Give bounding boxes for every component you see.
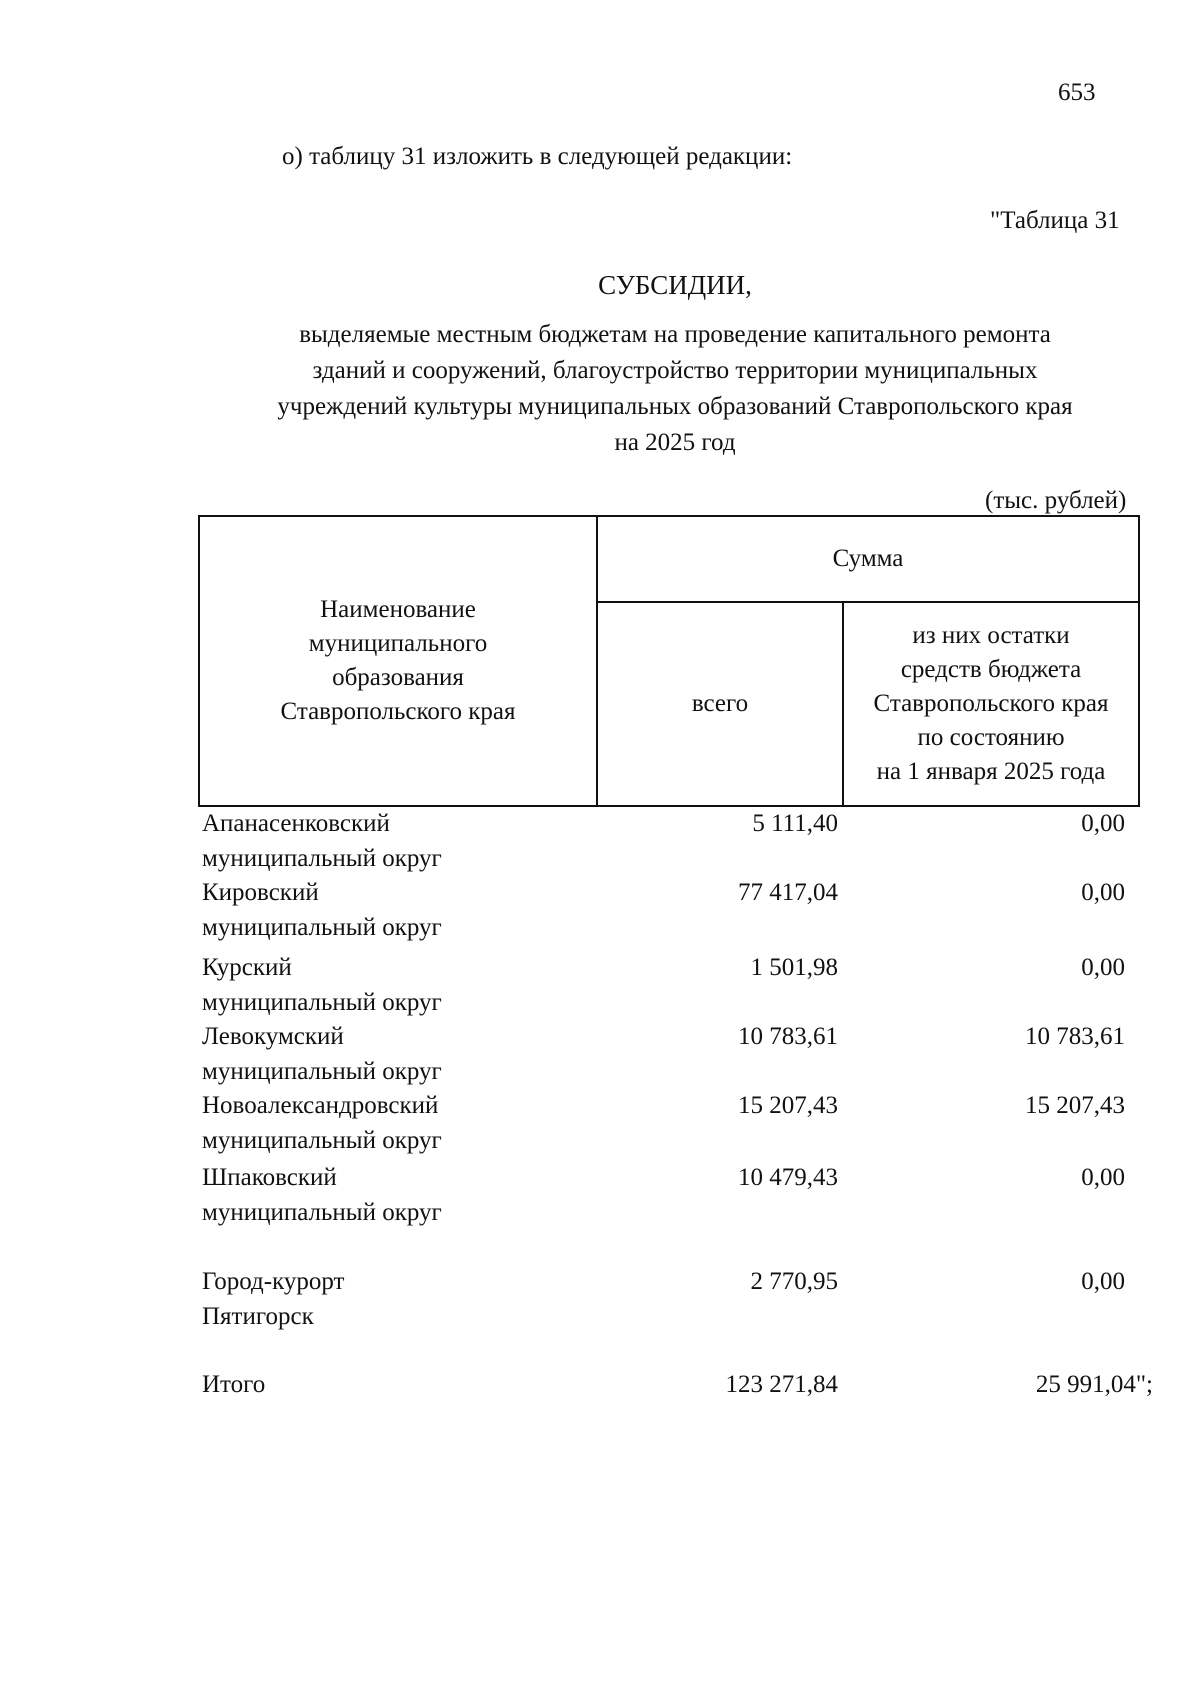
- row-rest: 15 207,43: [1025, 1092, 1125, 1119]
- header-rest-line: по состоянию: [917, 724, 1065, 751]
- row-name: Город-курорт: [202, 1268, 345, 1295]
- row-total: 10 479,43: [738, 1164, 838, 1191]
- row-name: муниципальный округ: [202, 1127, 442, 1154]
- subtitle-line: выделяемые местным бюджетам на проведение капитального ремонта: [299, 321, 1051, 348]
- row-rest: 0,00: [1081, 954, 1125, 981]
- header-rest-line: Ставропольского края: [873, 690, 1109, 717]
- row-name: Апанасенковский: [202, 810, 390, 837]
- row-total: 77 417,04: [738, 879, 838, 906]
- subtitle-line: зданий и сооружений, благоустройство территории муниципальных: [312, 357, 1038, 384]
- row-total: 5 111,40: [752, 810, 838, 837]
- row-name: Шпаковский: [202, 1164, 337, 1191]
- header-rest-line: средств бюджета: [900, 656, 1082, 683]
- row-name: муниципальный округ: [202, 989, 442, 1016]
- total-label: Итого: [202, 1371, 266, 1398]
- intro-text: о) таблицу 31 изложить в следующей редакции:: [282, 143, 793, 170]
- row-name: Кировский: [202, 879, 319, 906]
- row-name: Курский: [202, 954, 292, 981]
- subtitle-line: учреждений культуры муниципальных образований Ставропольского края: [277, 393, 1073, 420]
- total-rest: 25 991,04";: [1035, 1371, 1153, 1398]
- row-rest: 0,00: [1081, 1268, 1125, 1295]
- header-total-column: [598, 603, 842, 805]
- row-total: 10 783,61: [738, 1023, 838, 1050]
- row-name: муниципальный округ: [202, 845, 442, 872]
- units-label: (тыс. рублей): [985, 487, 1127, 514]
- row-total: 2 770,95: [750, 1268, 838, 1295]
- header-name-column: [200, 517, 596, 805]
- header-total-label: всего: [691, 690, 749, 717]
- row-name: Левокумский: [202, 1023, 344, 1050]
- row-name: Пятигорск: [202, 1303, 314, 1330]
- row-rest: 0,00: [1081, 1164, 1125, 1191]
- row-name: муниципальный округ: [202, 914, 442, 941]
- header-name-line: муниципального: [308, 630, 488, 657]
- subtitle-line: на 2025 год: [614, 429, 736, 456]
- header-name-line: Наименование: [320, 596, 476, 623]
- document-title: СУБСИДИИ,: [598, 270, 752, 300]
- row-name: Новоалександровский: [202, 1092, 439, 1119]
- header-sum: [598, 517, 1138, 601]
- header-name-line: образования: [332, 664, 464, 691]
- header-rest-column: [844, 603, 1138, 805]
- row-total: 15 207,43: [738, 1092, 838, 1119]
- table-header: [198, 515, 1140, 807]
- row-rest: 10 783,61: [1025, 1023, 1125, 1050]
- row-rest: 0,00: [1081, 879, 1125, 906]
- page-number: 653: [1058, 79, 1096, 106]
- header-rest-line: на 1 января 2025 года: [876, 758, 1106, 785]
- row-rest: 0,00: [1081, 810, 1125, 837]
- row-total: 1 501,98: [750, 954, 838, 981]
- row-name: муниципальный округ: [202, 1058, 442, 1085]
- row-name: муниципальный округ: [202, 1199, 442, 1226]
- header-rest-line: из них остатки: [912, 622, 1070, 649]
- table-label: "Таблица 31: [990, 207, 1120, 234]
- total-sum: 123 271,84: [725, 1371, 838, 1398]
- header-sum-label: Сумма: [832, 545, 904, 572]
- header-name-line: Ставропольского края: [280, 698, 516, 725]
